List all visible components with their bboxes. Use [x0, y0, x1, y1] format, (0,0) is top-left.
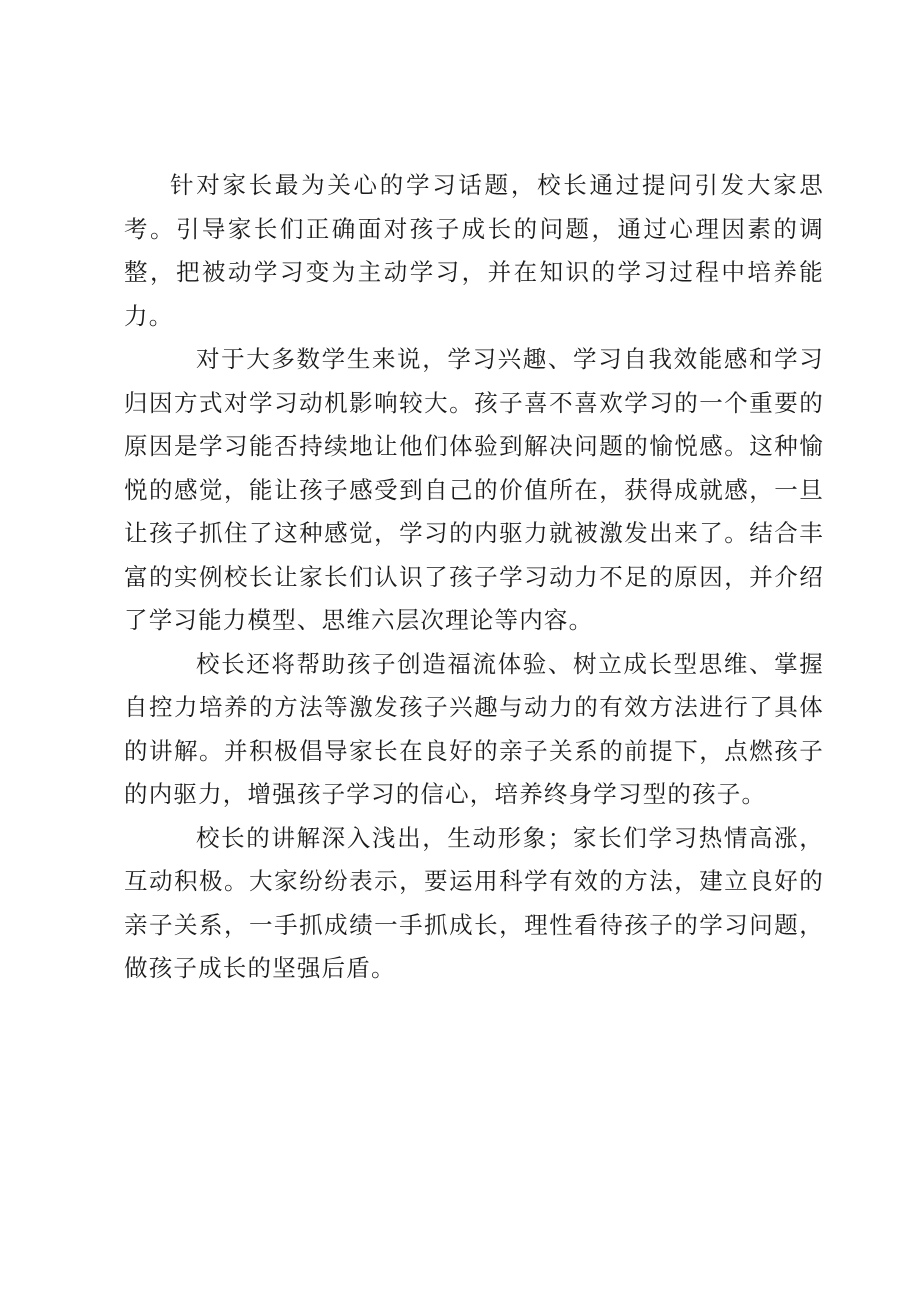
document-body — [124, 164, 824, 991]
paragraph-1: 针对家长最为关心的学习话题，校长通过提问引发大家思考。引导家长们正确面对孩子成长的问题，通过心理因素的调整，把被动学习变为主动学习，并在知识的学习过程中培养能力。 — [124, 171, 824, 330]
paragraph-3: 校长还将帮助孩子创造福流体验、树立成长型思维、掌握自控力培养的方法等激发孩子兴趣与动力的有效方法进行了具体的讲解。并积极倡导家长在良好的亲子关系的前提下，点燃孩子的内驱力，增强孩子学习的信心，培养终身学习型的孩子。 — [124, 649, 824, 808]
paragraph-2: 对于大多数学生来说，学习兴趣、学习自我效能感和学习归因方式对学习动机影响较大。孩子喜不喜欢学习的一个重要的原因是学习能否持续地让他们体验到解决问题的愉悦感。这种愉悦的感觉，能让孩子感受到自己的价值所在，获得成就感，一旦让孩子抓住了这种感觉，学习的内驱力就被激发出来了。结合丰富的实例校长让家长们认识了孩子学习动力不足的原因，并介绍了学习能力模型、思维六层次理论等内容。 — [124, 345, 824, 634]
paragraph-4: 校长的讲解深入浅出，生动形象；家长们学习热情高涨，互动积极。大家纷纷表示，要运用科学有效的方法，建立良好的亲子关系，一手抓成绩一手抓成长，理性看待孩子的学习问题，做孩子成长的坚强后盾。 — [124, 823, 824, 982]
